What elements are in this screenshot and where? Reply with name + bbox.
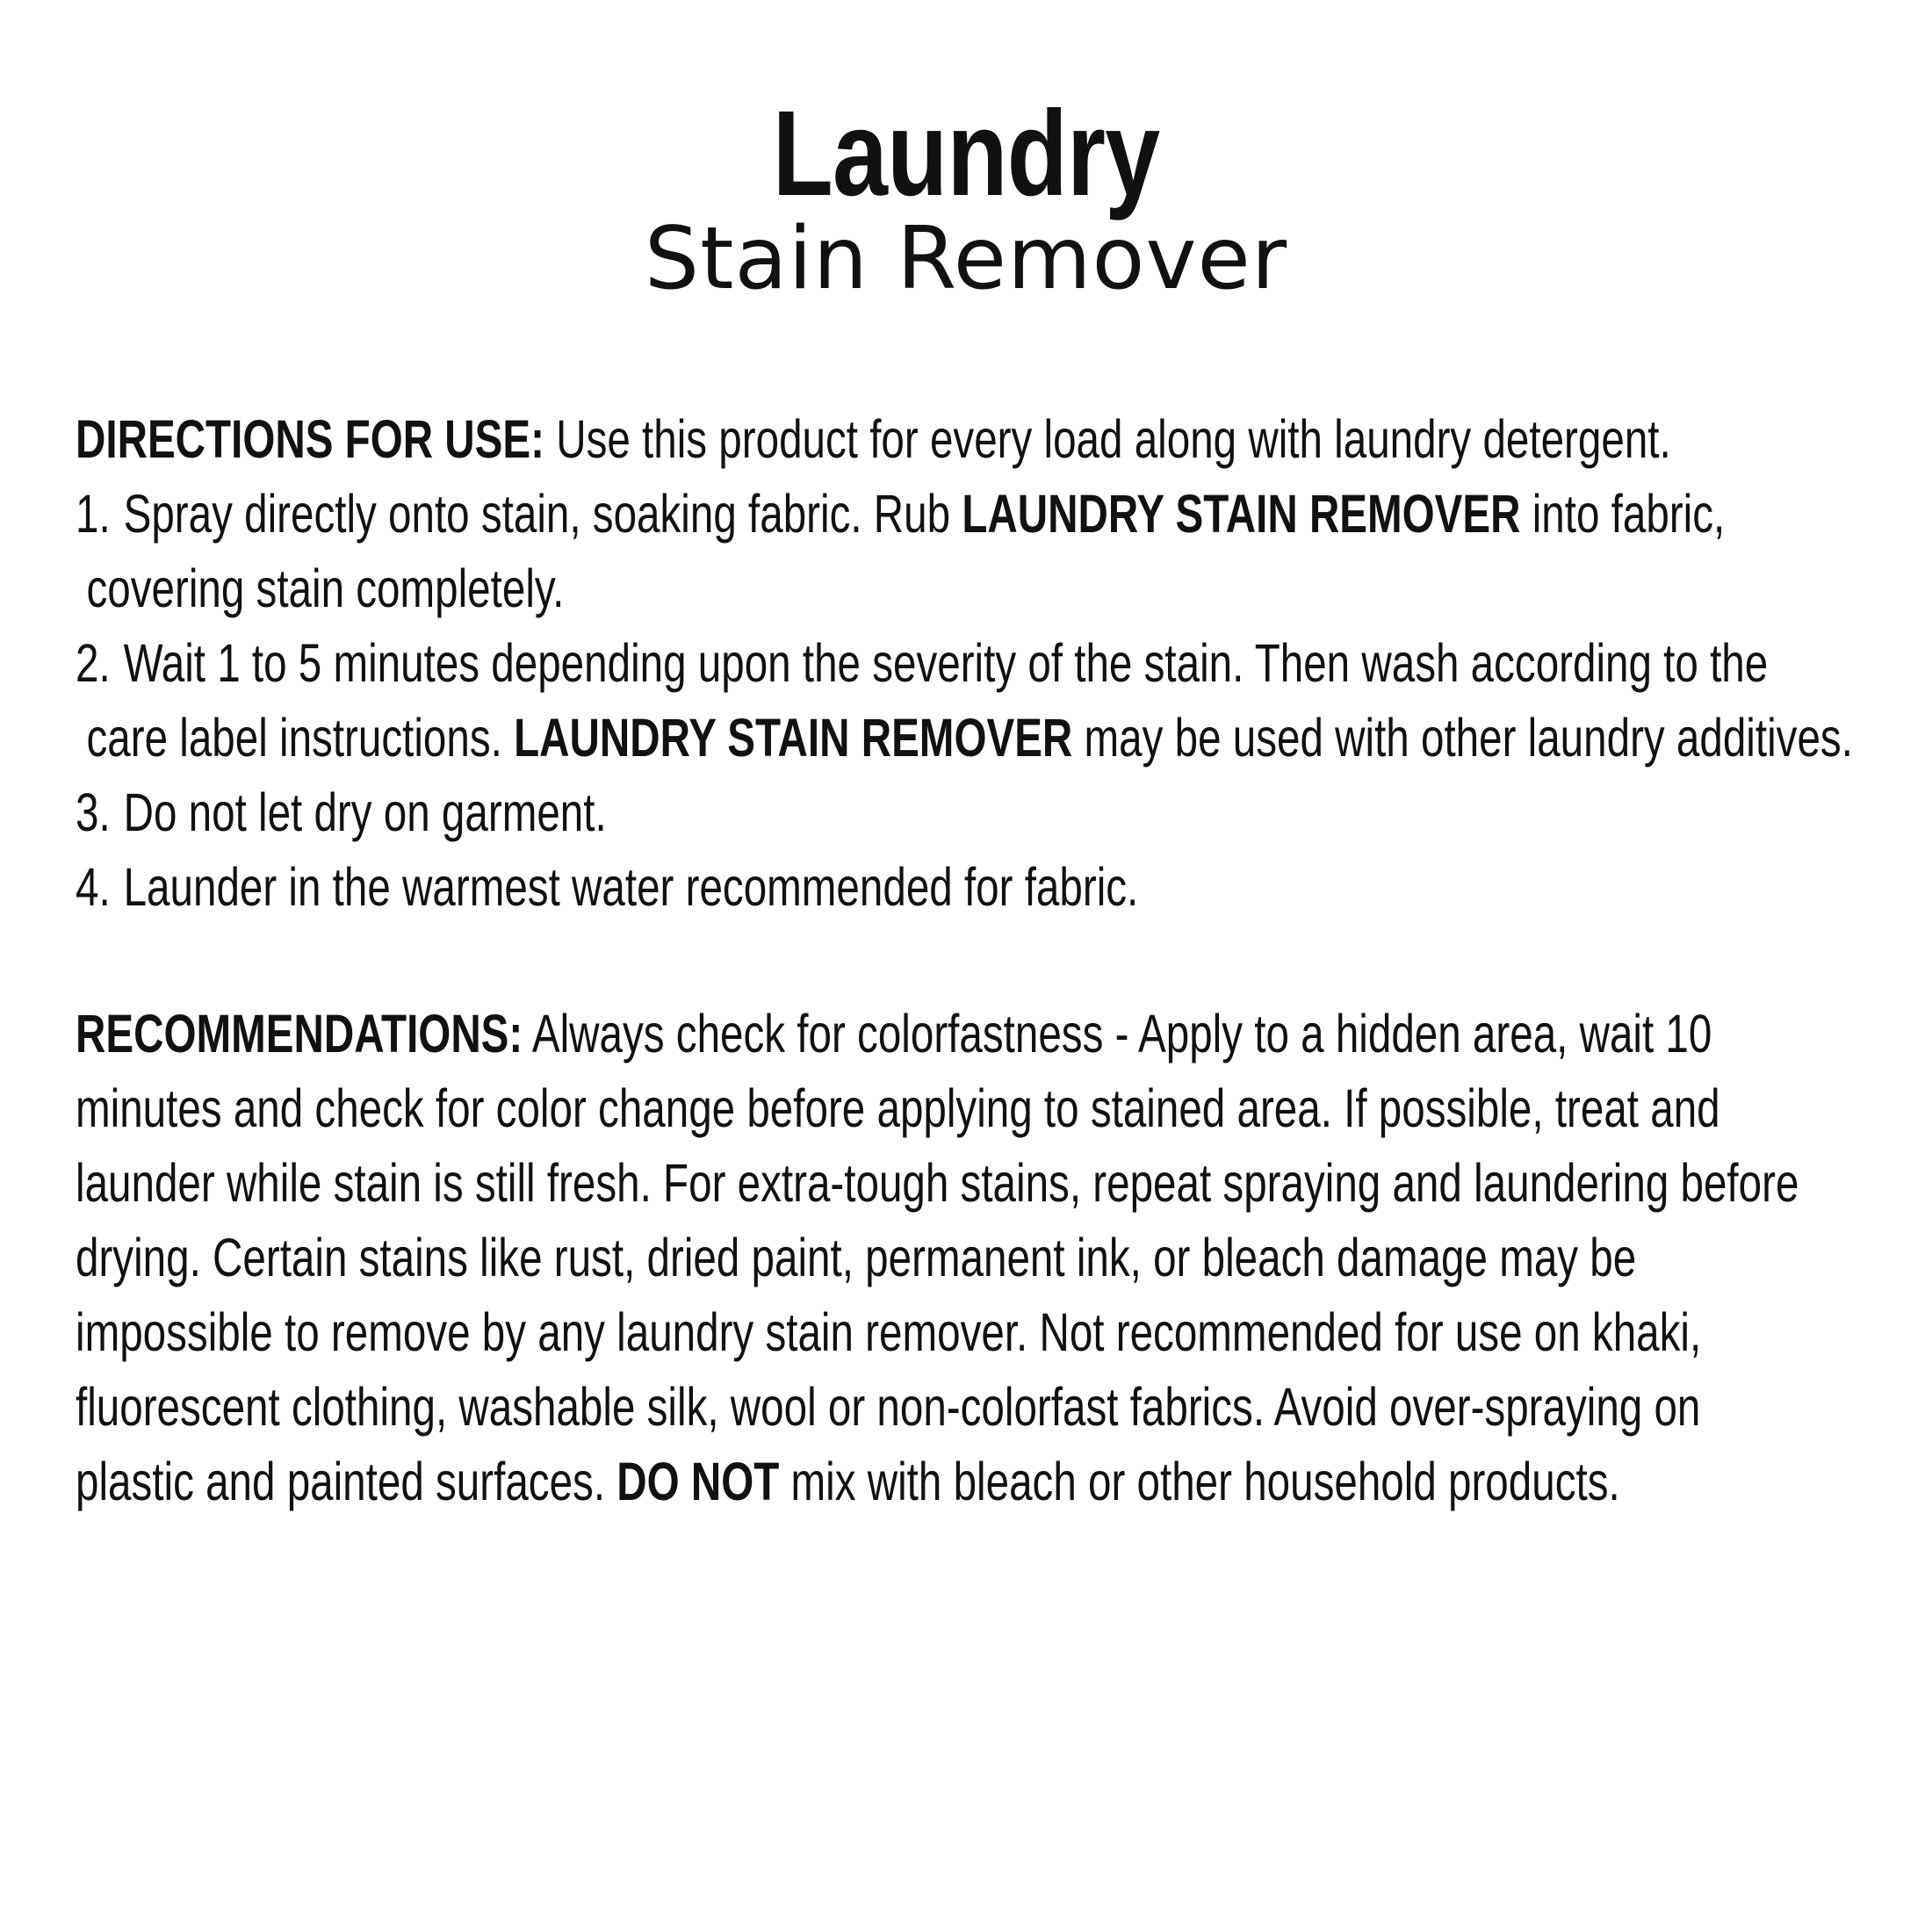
do-not-warning: DO NOT [616,1452,780,1511]
recommendations-line-4 [76,1221,1637,1295]
directions-section [76,402,1853,925]
step-1-text-a: Spray directly onto stain, soaking fabric. Rub [123,484,962,544]
step-4-line-1 [76,850,1524,925]
step-2-line-1 [76,626,1769,701]
page-title: Laundry [772,86,1160,221]
step-1-line-1 [76,477,1726,551]
step-2-line-2 [76,701,1853,775]
step-2-number: 2. [76,633,111,693]
step-1-product-name: LAUNDRY STAIN REMOVER [962,484,1521,544]
step-3-number: 3. [76,782,111,842]
step-4-text: Launder in the warmest water recommended for fabric. [123,857,1139,917]
recommendations-line-1 [76,997,1712,1071]
step-1-line-2 [76,551,1524,626]
recommendations-text-6: fluorescent clothing, washable silk, wool or non-colorfast fabrics. Avoid over-spraying on [76,1377,1701,1437]
recommendations-text-3: launder while stain is still fresh. For extra-tough stains, repeat spraying and laundering before [76,1153,1799,1213]
recommendations-heading: RECOMMENDATIONS: [76,1004,523,1063]
step-1-number: 1. [76,484,111,544]
recommendations-text-2: minutes and check for color change before applying to stained area. If possible, treat and [76,1078,1720,1138]
recommendations-text-7a: plastic and painted surfaces. [76,1452,617,1511]
recommendations-text-5: impossible to remove by any laundry stain remover. Not recommended for use on khaki, [76,1302,1702,1362]
recommendations-line-3 [76,1146,1799,1221]
step-3-line-1 [76,775,1524,850]
recommendations-line-2 [76,1071,1720,1146]
directions-intro: Use this product for every load along with laundry detergent. [544,409,1671,469]
recommendations-line-6 [76,1370,1701,1445]
step-1-text-line-2: covering stain completely. [86,559,565,618]
step-1-text-c: into fabric, [1520,484,1726,544]
step-2-text-a: care label instructions. [86,708,515,768]
recommendations-text-7c: mix with bleach or other household products. [779,1452,1620,1511]
recommendations-text-4: drying. Certain stains like rust, dried paint, permanent ink, or bleach damage may be [76,1228,1637,1287]
step-2-product-name: LAUNDRY STAIN REMOVER [514,708,1073,768]
step-2-text-line-1: Wait 1 to 5 minutes depending upon the severity of the stain. Then wash according to the [123,633,1769,693]
page-subtitle: Stain Remover [644,209,1288,309]
step-3-text: Do not let dry on garment. [123,782,607,842]
recommendations-section [76,997,1799,1519]
directions-intro-line [76,402,1671,477]
recommendations-text-1: Always check for colorfastness - Apply to a hidden area, wait 10 [523,1004,1712,1063]
recommendations-line-7 [76,1445,1620,1519]
step-4-number: 4. [76,857,111,917]
directions-heading: DIRECTIONS FOR USE: [76,409,544,469]
recommendations-line-5 [76,1295,1702,1370]
step-2-text-c: may be used with other laundry additives. [1072,708,1853,768]
